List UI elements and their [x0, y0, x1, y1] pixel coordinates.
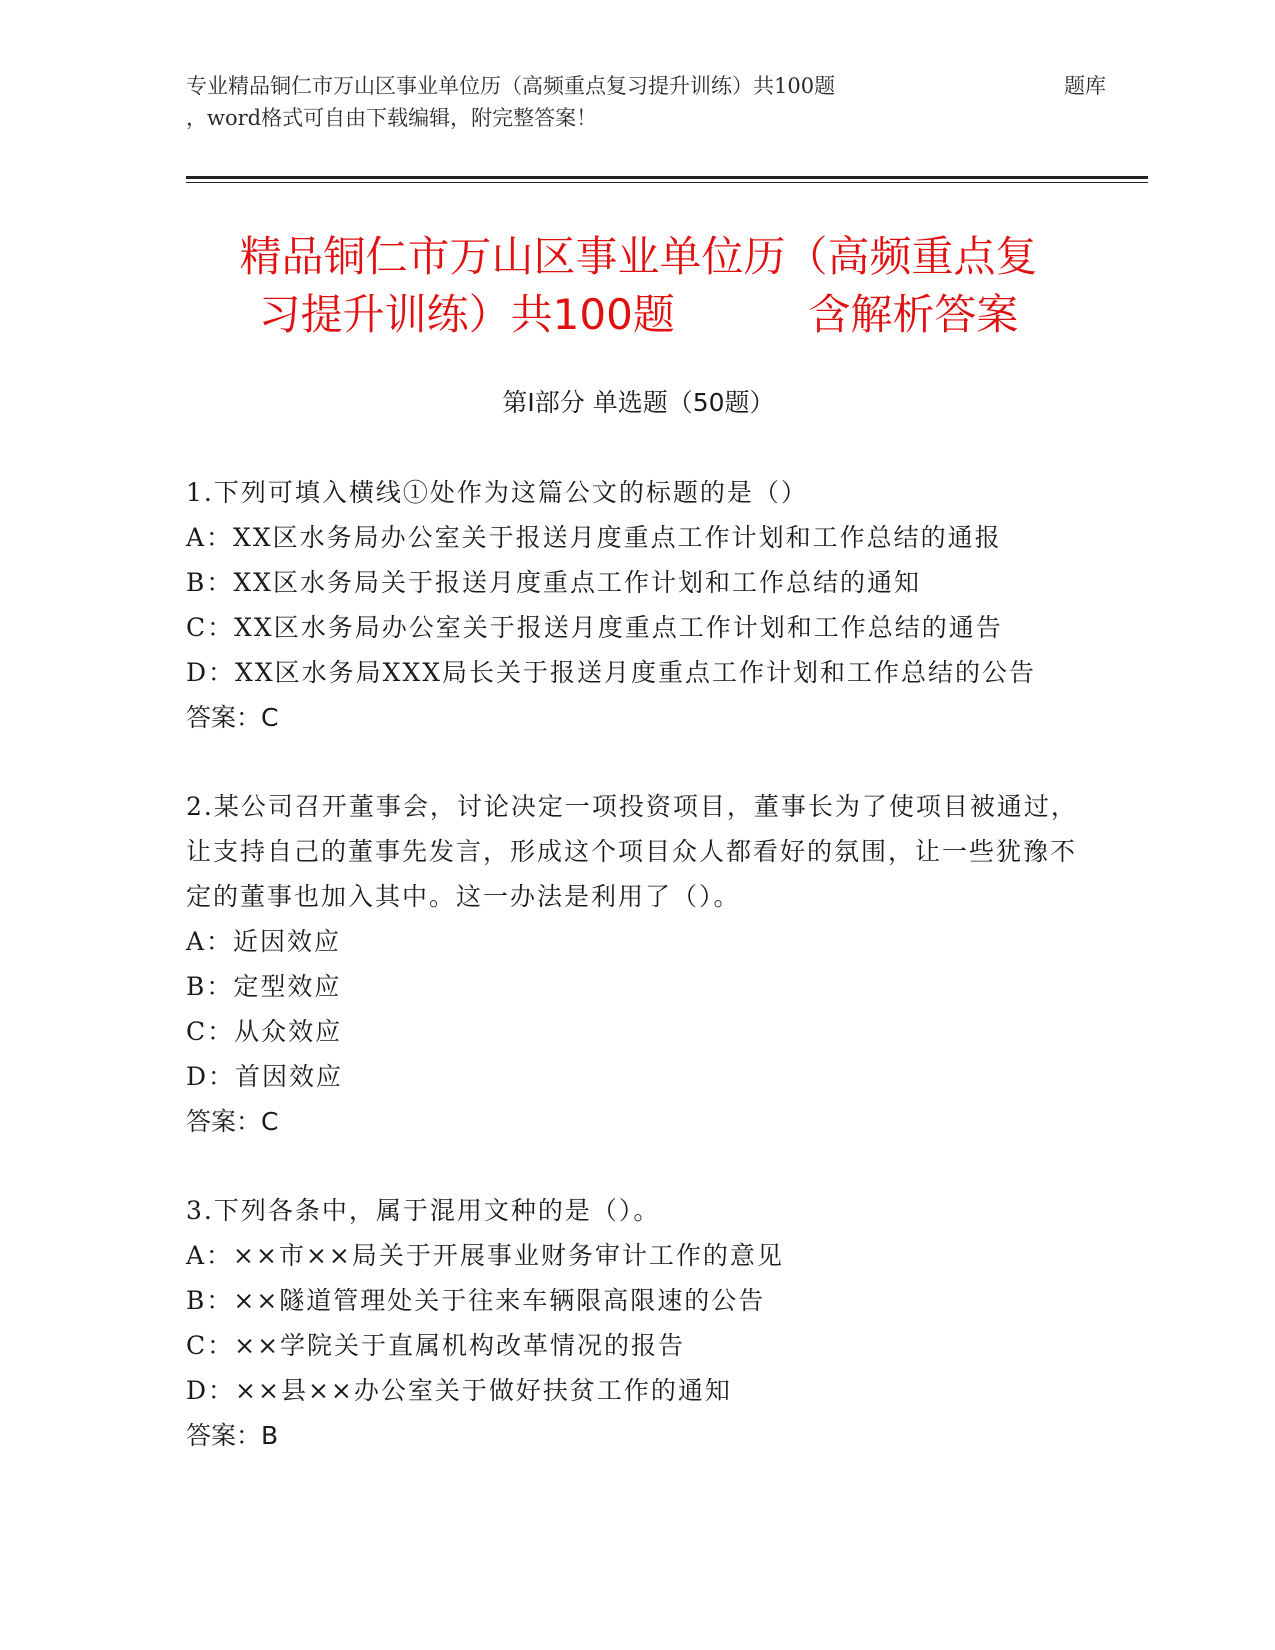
section-heading: 第Ⅰ部分 单选题（50题） [502, 388, 775, 417]
question-text: 3.下列各条中，属于混用文种的是（）。 [186, 1196, 661, 1225]
option-d: D：首因效应 [186, 1062, 344, 1091]
header-note: ，word格式可自由下载编辑，附完整答案！ [186, 106, 598, 130]
question-2 [186, 784, 1086, 1144]
option-d: D：XX区水务局XXX局长关于报送月度重点工作计划和工作总结的公告 [186, 658, 1037, 687]
answer: 答案：C [186, 703, 279, 732]
question-3 [186, 1188, 1086, 1458]
answer: 答案：B [186, 1421, 279, 1450]
header-line-1 [186, 70, 1106, 102]
page-header [186, 70, 1106, 134]
option-b: B：XX区水务局关于报送月度重点工作计划和工作总结的通知 [186, 568, 921, 597]
option-a: A：××市××局关于开展事业财务审计工作的意见 [186, 1241, 784, 1270]
question-1 [186, 470, 1086, 740]
question-text: 2.某公司召开董事会，讨论决定一项投资项目，董事长为了使项目被通过，让支持自己的董事先发言，形成这个项目众人都看好的氛围，让一些犹豫不定的董事也加入其中。这一办法是利用了（）。 [186, 792, 1078, 911]
question-list [186, 470, 1086, 1502]
answer: 答案：C [186, 1107, 279, 1136]
option-d: D：××县××办公室关于做好扶贫工作的通知 [186, 1376, 732, 1405]
option-b: B：定型效应 [186, 972, 342, 1001]
header-divider-thick [186, 176, 1148, 179]
title-line-1: 精品铜仁市万山区事业单位历（高频重点复 [239, 232, 1038, 281]
option-a: A：近因效应 [186, 927, 342, 956]
option-a: A：XX区水务局办公室关于报送月度重点工作计划和工作总结的通报 [186, 523, 1002, 552]
option-b: B：××隧道管理处关于往来车辆限高限速的公告 [186, 1286, 766, 1315]
header-doc-title: 专业精品铜仁市万山区事业单位历（高频重点复习提升训练）共100题 [186, 74, 836, 98]
header-divider-thin [186, 182, 1148, 183]
document-title [186, 228, 1091, 344]
option-c: C：XX区水务局办公室关于报送月度重点工作计划和工作总结的通告 [186, 613, 1003, 642]
option-c: C：从众效应 [186, 1017, 343, 1046]
title-line-2: 习提升训练）共100题 含解析答案 [258, 290, 1019, 339]
option-c: C：××学院关于直属机构改革情况的报告 [186, 1331, 686, 1360]
header-category: 题库 [1064, 74, 1106, 98]
question-text: 1.下列可填入横线①处作为这篇公文的标题的是（） [186, 478, 808, 507]
